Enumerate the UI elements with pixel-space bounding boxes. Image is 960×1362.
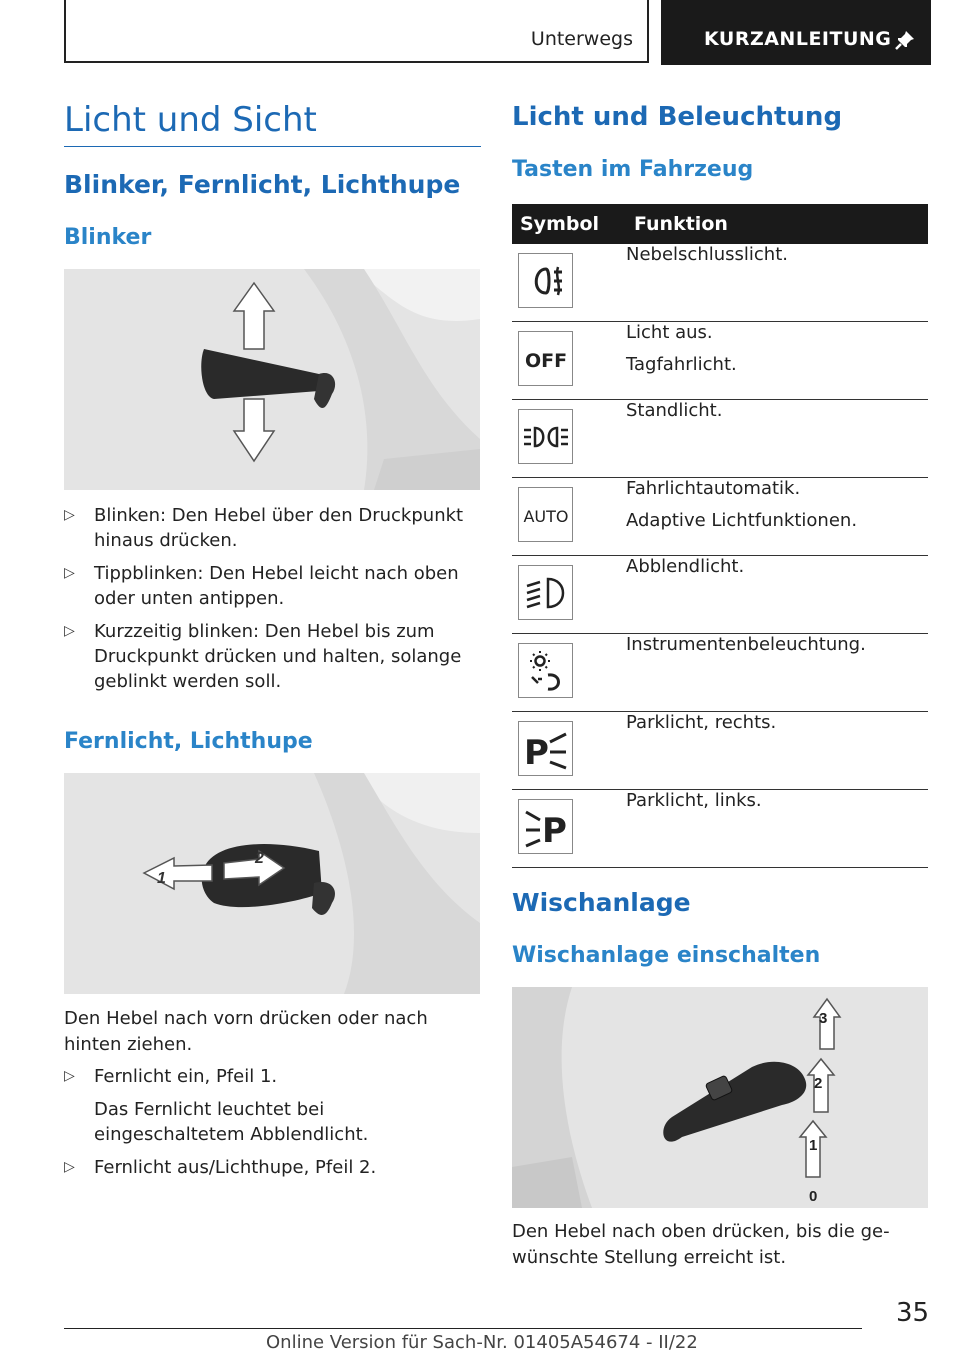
footer-rule bbox=[64, 1328, 862, 1329]
triangle-bullet-icon: ▷ bbox=[64, 623, 75, 639]
svg-text:AUTO: AUTO bbox=[522, 506, 569, 526]
side-light-icon bbox=[518, 409, 573, 464]
blinker-heading: Blinker bbox=[64, 225, 152, 250]
title-rule bbox=[64, 146, 481, 147]
column-header-symbol: Symbol bbox=[512, 204, 626, 244]
wiper-lever-figure bbox=[512, 987, 928, 1208]
header-chapter-label: KURZANLEITUNG bbox=[704, 28, 892, 50]
parking-light-left-icon bbox=[518, 799, 573, 854]
svg-text:1: 1 bbox=[157, 870, 166, 887]
triangle-bullet-icon: ▷ bbox=[64, 565, 75, 581]
table-row: AUTO Fahrlichtautomatik. Adaptive Lichtfunktionen. bbox=[512, 478, 928, 556]
list-item: ▷ Tippblinken: Den Hebel leicht nach oben oder unten antippen. bbox=[64, 563, 459, 609]
svg-text:P: P bbox=[541, 810, 567, 848]
page-title: Licht und Sicht bbox=[64, 100, 317, 140]
column-header-function: Funktion bbox=[626, 204, 928, 244]
table-row: OFF Licht aus. Tagfahrlicht. bbox=[512, 322, 928, 400]
page-number: 35 bbox=[896, 1298, 930, 1328]
fernlicht-paragraph: Den Hebel nach vorn drücken oder nach hinten ziehen. bbox=[64, 1008, 428, 1055]
fernlicht-heading: Fernlicht, Lichthupe bbox=[64, 729, 313, 754]
header-section-box bbox=[64, 0, 649, 63]
fog-light-icon bbox=[518, 253, 573, 308]
instrument-light-icon bbox=[518, 643, 573, 698]
header-chapter-box bbox=[661, 0, 931, 65]
footer-text: Online Version für Sach-Nr. 01405A54674 - II/22 bbox=[266, 1332, 698, 1353]
section-heading: Blinker, Fernlicht, Lichthupe bbox=[64, 170, 461, 199]
fernlicht-lever-figure bbox=[64, 773, 480, 994]
triangle-bullet-icon: ▷ bbox=[64, 1159, 75, 1175]
table-row: Abblendlicht. bbox=[512, 556, 928, 634]
symbol-table bbox=[512, 204, 928, 868]
svg-text:2: 2 bbox=[255, 850, 264, 867]
pushpin-icon bbox=[893, 28, 917, 52]
fernlicht-bullet-list bbox=[64, 1064, 480, 1188]
blinker-bullet-list bbox=[64, 503, 480, 702]
svg-text:P: P bbox=[523, 732, 549, 770]
low-beam-icon bbox=[518, 565, 573, 620]
off-icon bbox=[518, 331, 573, 386]
buttons-heading: Tasten im Fahrzeug bbox=[512, 157, 754, 182]
wiper-paragraph: Den Hebel nach oben drücken, bis die gewünschte Stellung erreicht ist. bbox=[512, 1221, 890, 1268]
list-item: ▷ Fernlicht ein, Pfeil 1. Das Fernlicht leuchtet bei eingeschaltetem Abblendlicht. bbox=[64, 1066, 369, 1145]
wiper-subheading: Wischanlage einschalten bbox=[512, 943, 821, 968]
table-row: P Parklicht, links. bbox=[512, 790, 928, 868]
header-section-label: Unterwegs bbox=[530, 28, 633, 50]
list-item: ▷ Fernlicht aus/Lichthupe, Pfeil 2. bbox=[64, 1157, 377, 1178]
svg-text:3: 3 bbox=[819, 1010, 828, 1027]
svg-text:OFF: OFF bbox=[524, 349, 567, 372]
svg-text:2: 2 bbox=[814, 1075, 823, 1092]
list-item: ▷ Blinken: Den Hebel über den Druckpunkt hinaus drücken. bbox=[64, 505, 464, 551]
parking-light-right-icon bbox=[518, 721, 573, 776]
right-section-heading: Licht und Beleuchtung bbox=[512, 102, 843, 132]
wiper-heading: Wischanlage bbox=[512, 888, 691, 917]
auto-icon bbox=[518, 487, 573, 542]
table-row: Instrumentenbeleuchtung. bbox=[512, 634, 928, 712]
svg-text:0: 0 bbox=[809, 1188, 818, 1205]
svg-text:1: 1 bbox=[809, 1137, 818, 1154]
triangle-bullet-icon: ▷ bbox=[64, 507, 75, 523]
list-item: ▷ Kurzzeitig blinken: Den Hebel bis zum Druckpunkt drücken und halten, solange geblinkt werden soll. bbox=[64, 621, 462, 692]
triangle-bullet-icon: ▷ bbox=[64, 1068, 75, 1084]
blinker-lever-figure bbox=[64, 269, 480, 490]
table-row: Standlicht. bbox=[512, 400, 928, 478]
table-row: P Parklicht, rechts. bbox=[512, 712, 928, 790]
table-row: Nebelschlusslicht. bbox=[512, 244, 928, 322]
